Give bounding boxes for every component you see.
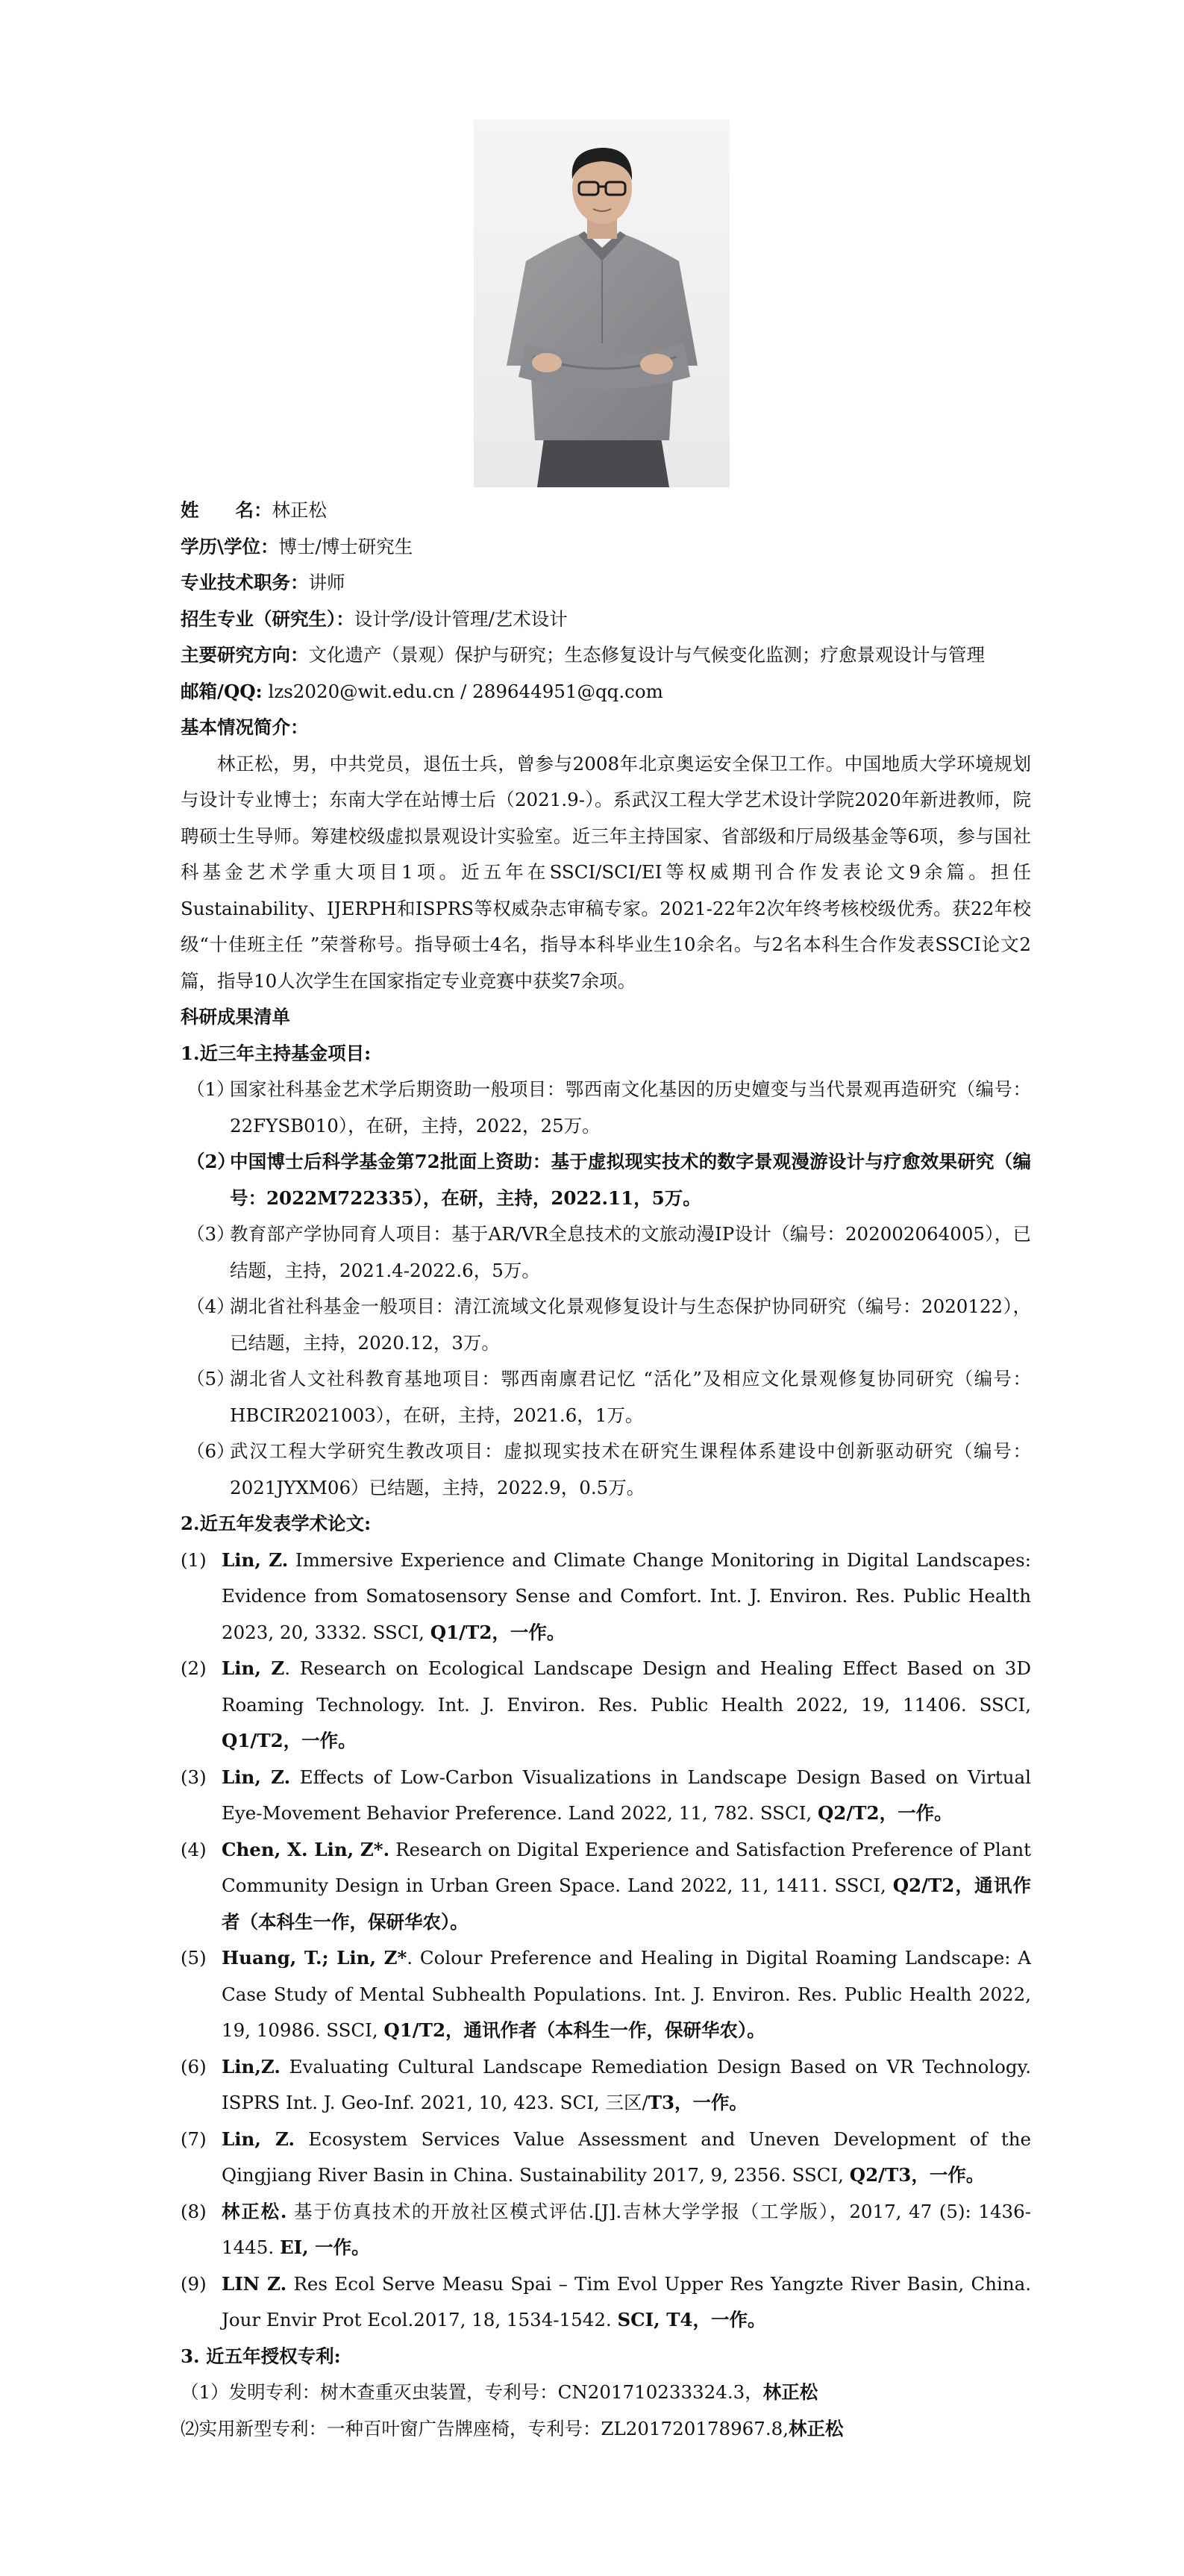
paper-index: Q2/T2，通讯作者（本科生一作，保研华农）。 (222, 1875, 1031, 1933)
paper-number: (1) (181, 1548, 207, 1571)
funds-list (181, 1072, 1031, 1506)
degree-line (181, 529, 1031, 566)
paper-authors: Lin, Z (222, 1657, 285, 1679)
paper-text (222, 2122, 1031, 2194)
paper-number: (8) (181, 2200, 207, 2222)
paper-text (222, 1940, 1031, 2049)
patents-list (181, 2375, 1031, 2447)
paper-body: . Research on Ecological Landscape Design and Healing Effect Based on 3D Roaming Technology. Int. J. Environ. Res. Public Health 2022, 19, 11406. SSCI, (222, 1657, 1031, 1716)
patent-owner: 林正松 (789, 2417, 844, 2439)
fund-number: （6） (187, 1440, 235, 1462)
paper-authors: Huang, T.; Lin, Z* (222, 1947, 407, 1969)
paper-authors: Lin,Z. (222, 2055, 281, 2078)
fund-number: （3） (187, 1223, 235, 1245)
paper-index: T3，一作。 (648, 2092, 748, 2113)
patent-owner: 林正松 (762, 2381, 818, 2403)
major-value: 设计学/设计管理/艺术设计 (354, 607, 568, 630)
paper-index: SCI, T4，一作。 (617, 2309, 766, 2330)
paper-text (222, 1760, 1031, 1832)
paper-item (181, 1542, 1031, 1651)
fund-item (181, 1434, 1031, 1506)
research-line (181, 637, 1031, 674)
email-label: 邮箱/QQ: (181, 680, 263, 702)
paper-authors: Lin, Z. (222, 1766, 291, 1788)
resume-document (181, 493, 1031, 2447)
paper-body: . Colour Preference and Healing in Digital Roaming Landscape: A Case Study of Mental Subhealth Populations. Int. J. Environ. Res. Public Health 2022, 19, 10986. SSCI, (222, 1947, 1032, 2041)
paper-body: Res Ecol Serve Measu Spai – Tim Evol Upper Res Yangzte River Basin, China. Jour Envir Prot Ecol.2017, 18, 1534-1542. (222, 2272, 1031, 2330)
paper-number: (7) (181, 2128, 207, 2150)
paper-text (222, 2266, 1031, 2339)
paper-text (222, 1832, 1031, 1941)
paper-number: (9) (181, 2272, 207, 2295)
paper-number: (4) (181, 1838, 207, 1860)
papers-list (181, 1542, 1031, 2339)
fund-text: 湖北省社科基金一般项目：清江流域文化景观修复设计与生态保护协同研究（编号：2020122），已结题，主持，2020.12，3万。 (230, 1295, 1031, 1354)
paper-item (181, 2266, 1031, 2339)
fund-text: 教育部产学协同育人项目：基于AR/VR全息技术的文旅动漫IP设计（编号：202002064005），已结题，主持，2021.4-2022.6，5万。 (230, 1223, 1031, 1281)
paper-body: Immersive Experience and Climate Change Monitoring in Digital Landscapes: Evidence from Somatosensory Sense and Comfort. Int. J. Environ. Res. Public Health 2023, 20, 3332. SSCI, (222, 1548, 1032, 1643)
name-line (181, 493, 1031, 529)
paper-item (181, 2049, 1031, 2122)
patent-text: （1）发明专利：树木查重灭虫装置，专利号：CN201710233324.3， (181, 2381, 763, 2403)
paper-index: Q2/T3，一作。 (849, 2164, 985, 2186)
intro-paragraph: 林正松，男，中共党员，退伍士兵，曾参与2008年北京奥运安全保卫工作。中国地质大学环境规划与设计专业博士；东南大学在站博士后（2021.9-）。系武汉工程大学艺术设计学院2020年新进教师，院聘硕士生导师。筹建校级虚拟景观设计实验室。近三年主持国家、省部级和厅局级基金等6项，参与国社科基金艺术学重大项目1项。近五年在SSCI/SCI/EI等权威期刊合作发表论文9余篇。担任Sustainability、IJERPH和ISPRS等权威杂志审稿专家。2021-22年2次年终考核校级优秀。获22年校级“十佳班主任 ”荣誉称号。指导硕士4名，指导本科毕业生10余名。与2名本科生合作发表SSCI论文2篇，指导10人次学生在国家指定专业竞赛中获奖7余项。 (181, 752, 1031, 992)
paper-number: (6) (181, 2055, 207, 2078)
paper-item (181, 1760, 1031, 1832)
fund-text: 湖北省人文社科教育基地项目：鄂西南廪君记忆 “活化”及相应文化景观修复协同研究（编号：HBCIR2021003），在研，主持，2021.6，1万。 (230, 1368, 1031, 1426)
paper-index: Q1/T2，一作。 (430, 1621, 566, 1643)
paper-text (222, 2194, 1031, 2266)
major-line (181, 601, 1031, 638)
paper-body: 基于仿真技术的开放社区模式评估.[J].吉林大学学报（工学版），2017, 47 (5): 1436-1445. (222, 2200, 1031, 2258)
title-label: 专业技术职务： (181, 572, 309, 593)
profile-photo (474, 119, 730, 487)
paper-item (181, 1940, 1031, 2049)
paper-body: Ecosystem Services Value Assessment and Uneven Development of the Qingjiang River Basin in China. Sustainability 2017, 9, 2356. SSCI, (222, 2128, 1031, 2186)
funds-heading: 1.近三年主持基金项目: (181, 1042, 372, 1064)
fund-item (181, 1361, 1031, 1434)
portrait-image (474, 119, 730, 487)
paper-item (181, 2194, 1031, 2266)
title-line (181, 565, 1031, 601)
title-value: 讲师 (308, 572, 345, 593)
paper-index: EI, 一作。 (279, 2236, 370, 2258)
fund-item (181, 1072, 1031, 1144)
fund-text: 中国博士后科学基金第72批面上资助：基于虚拟现实技术的数字景观漫游设计与疗愈效果研究（编号：2022M722335），在研，主持，2022.11，5万。 (230, 1151, 1031, 1209)
patent-item (181, 2411, 1031, 2448)
paper-item (181, 2122, 1031, 2194)
paper-text (222, 2049, 1031, 2122)
paper-text (222, 1542, 1031, 1651)
patent-item (181, 2375, 1031, 2411)
paper-authors: Chen, X. Lin, Z*. (222, 1838, 390, 1860)
fund-item (181, 1144, 1031, 1216)
paper-body: Research on Digital Experience and Satisfaction Preference of Plant Community Design in Urban Green Space. Land 2022, 11, 1411. SSCI, (222, 1838, 1031, 1896)
fund-text: 国家社科基金艺术学后期资助一般项目：鄂西南文化基因的历史嬗变与当代景观再造研究（编号：22FYSB010），在研，主持，2022，25万。 (230, 1078, 1031, 1137)
email-value: lzs2020@wit.edu.cn / 289644951@qq.com (268, 680, 663, 702)
achievements-heading: 科研成果清单 (181, 1006, 290, 1028)
fund-item (181, 1289, 1031, 1361)
name-label: 姓 名： (181, 499, 272, 521)
fund-text: 武汉工程大学研究生教改项目：虚拟现实技术在研究生课程体系建设中创新驱动研究（编号：2021JYXM06）已结题，主持，2022.9，0.5万。 (230, 1440, 1031, 1498)
major-label: 招生专业（研究生）： (181, 607, 354, 630)
paper-item (181, 1651, 1031, 1760)
fund-number: （1） (187, 1078, 235, 1100)
paper-text (222, 1651, 1031, 1760)
name-value: 林正松 (272, 499, 327, 521)
paper-index: Q1/T2，一作。 (222, 1730, 357, 1751)
research-label: 主要研究方向： (181, 644, 309, 666)
papers-heading: 2.近五年发表学术论文: (181, 1513, 372, 1534)
fund-number: （4） (187, 1295, 235, 1317)
paper-number: (3) (181, 1766, 207, 1788)
paper-authors: LIN Z. (222, 2272, 287, 2295)
paper-index: Q2/T2，一作。 (817, 1802, 953, 1824)
paper-item (181, 1832, 1031, 1941)
patent-text: ⑵实用新型专利：一种百叶窗广告牌座椅，专利号：ZL201720178967.8, (181, 2417, 789, 2439)
intro-heading: 基本情况简介： (181, 716, 309, 738)
paper-number: (2) (181, 1657, 207, 1679)
paper-number: (5) (181, 1947, 207, 1969)
patents-heading: 3. 近五年授权专利: (181, 2345, 341, 2367)
fund-item (181, 1216, 1031, 1289)
fund-number: （5） (187, 1368, 235, 1389)
paper-body: Evaluating Cultural Landscape Remediation Design Based on VR Technology. ISPRS Int. J. Geo-Inf. 2021, 10, 423. SCI, 三区/ (222, 2055, 1031, 2113)
fund-number: （2） (187, 1151, 237, 1172)
research-value: 文化遗产（景观）保护与研究；生态修复设计与气候变化监测；疗愈景观设计与管理 (308, 644, 985, 666)
paper-authors: Lin, Z. (222, 2128, 295, 2150)
paper-body: Effects of Low-Carbon Visualizations in Landscape Design Based on Virtual Eye-Movement Behavior Preference. Land 2022, 11, 782. SSCI, (222, 1766, 1031, 1824)
degree-value: 博士/博士研究生 (278, 535, 413, 557)
email-line (181, 674, 1031, 710)
paper-index: Q1/T2，通讯作者（本科生一作，保研华农）。 (383, 2019, 765, 2041)
paper-authors: 林正松. (222, 2200, 287, 2222)
degree-label: 学历\学位： (181, 535, 279, 557)
paper-authors: Lin, Z. (222, 1548, 289, 1571)
